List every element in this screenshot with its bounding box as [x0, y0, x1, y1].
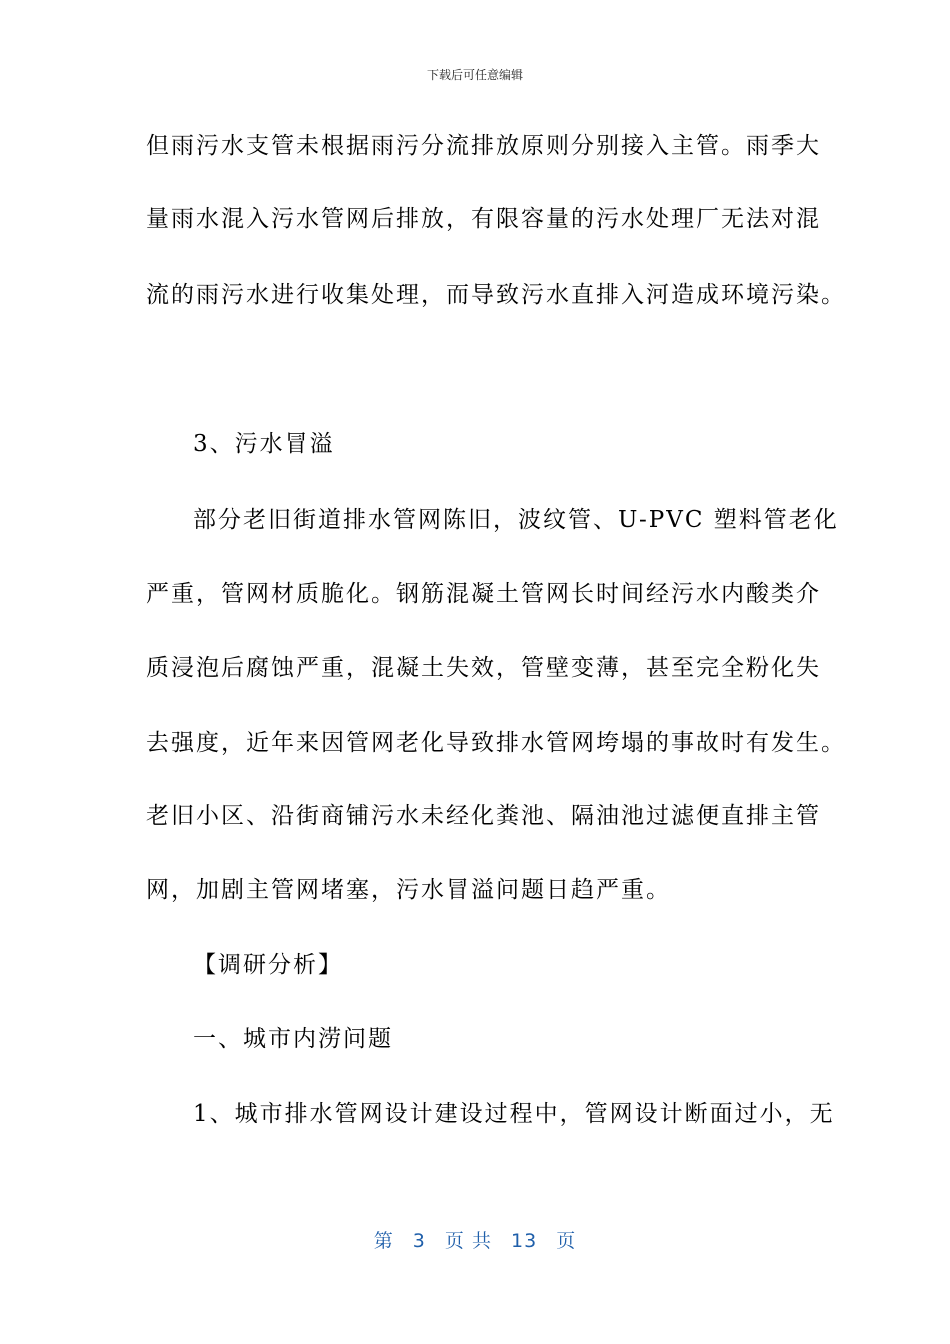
body-line-6: 质浸泡后腐蚀严重，混凝土失效，管壁变薄，甚至完全粉化失: [146, 655, 821, 681]
footer-di: 第: [373, 1230, 394, 1252]
body-line-2: 量雨水混入污水管网后排放，有限容量的污水处理厂无法对混: [146, 206, 821, 232]
footer-page-number: 3: [412, 1230, 426, 1252]
body-line-1: 但雨污水支管未根据雨污分流排放原则分别接入主管。雨季大: [146, 133, 821, 159]
page-header-note: 下载后可任意编辑: [426, 68, 523, 82]
body-line-4: 部分老旧街道排水管网陈旧，波纹管、U-PVC 塑料管老化: [193, 507, 839, 533]
body-line-8: 老旧小区、沿街商铺污水未经化粪池、隔油池过滤便直排主管: [146, 803, 821, 829]
body-line-9: 网，加剧主管网堵塞，污水冒溢问题日趋严重。: [146, 877, 671, 903]
body-line-3: 流的雨污水进行收集处理，而导致污水直排入河造成环境污染。: [146, 282, 846, 308]
footer-ye: 页: [556, 1230, 577, 1252]
footer-ye-gong: 页 共: [444, 1230, 492, 1252]
body-line-7: 去强度，近年来因管网老化导致排水管网垮塌的事故时有发生。: [146, 730, 846, 756]
body-line-10: 1、城市排水管网设计建设过程中，管网设计断面过小，无: [193, 1101, 835, 1127]
page-footer: [0, 1226, 950, 1253]
body-line-5: 严重，管网材质脆化。钢筋混凝土管网长时间经污水内酸类介: [146, 581, 821, 607]
section-heading-urban-waterlogging: 一、城市内涝问题: [193, 1026, 393, 1052]
section-heading-3: 3、污水冒溢: [193, 431, 335, 457]
research-analysis-heading: 【调研分析】: [193, 952, 343, 978]
footer-total-pages: 13: [511, 1230, 538, 1252]
